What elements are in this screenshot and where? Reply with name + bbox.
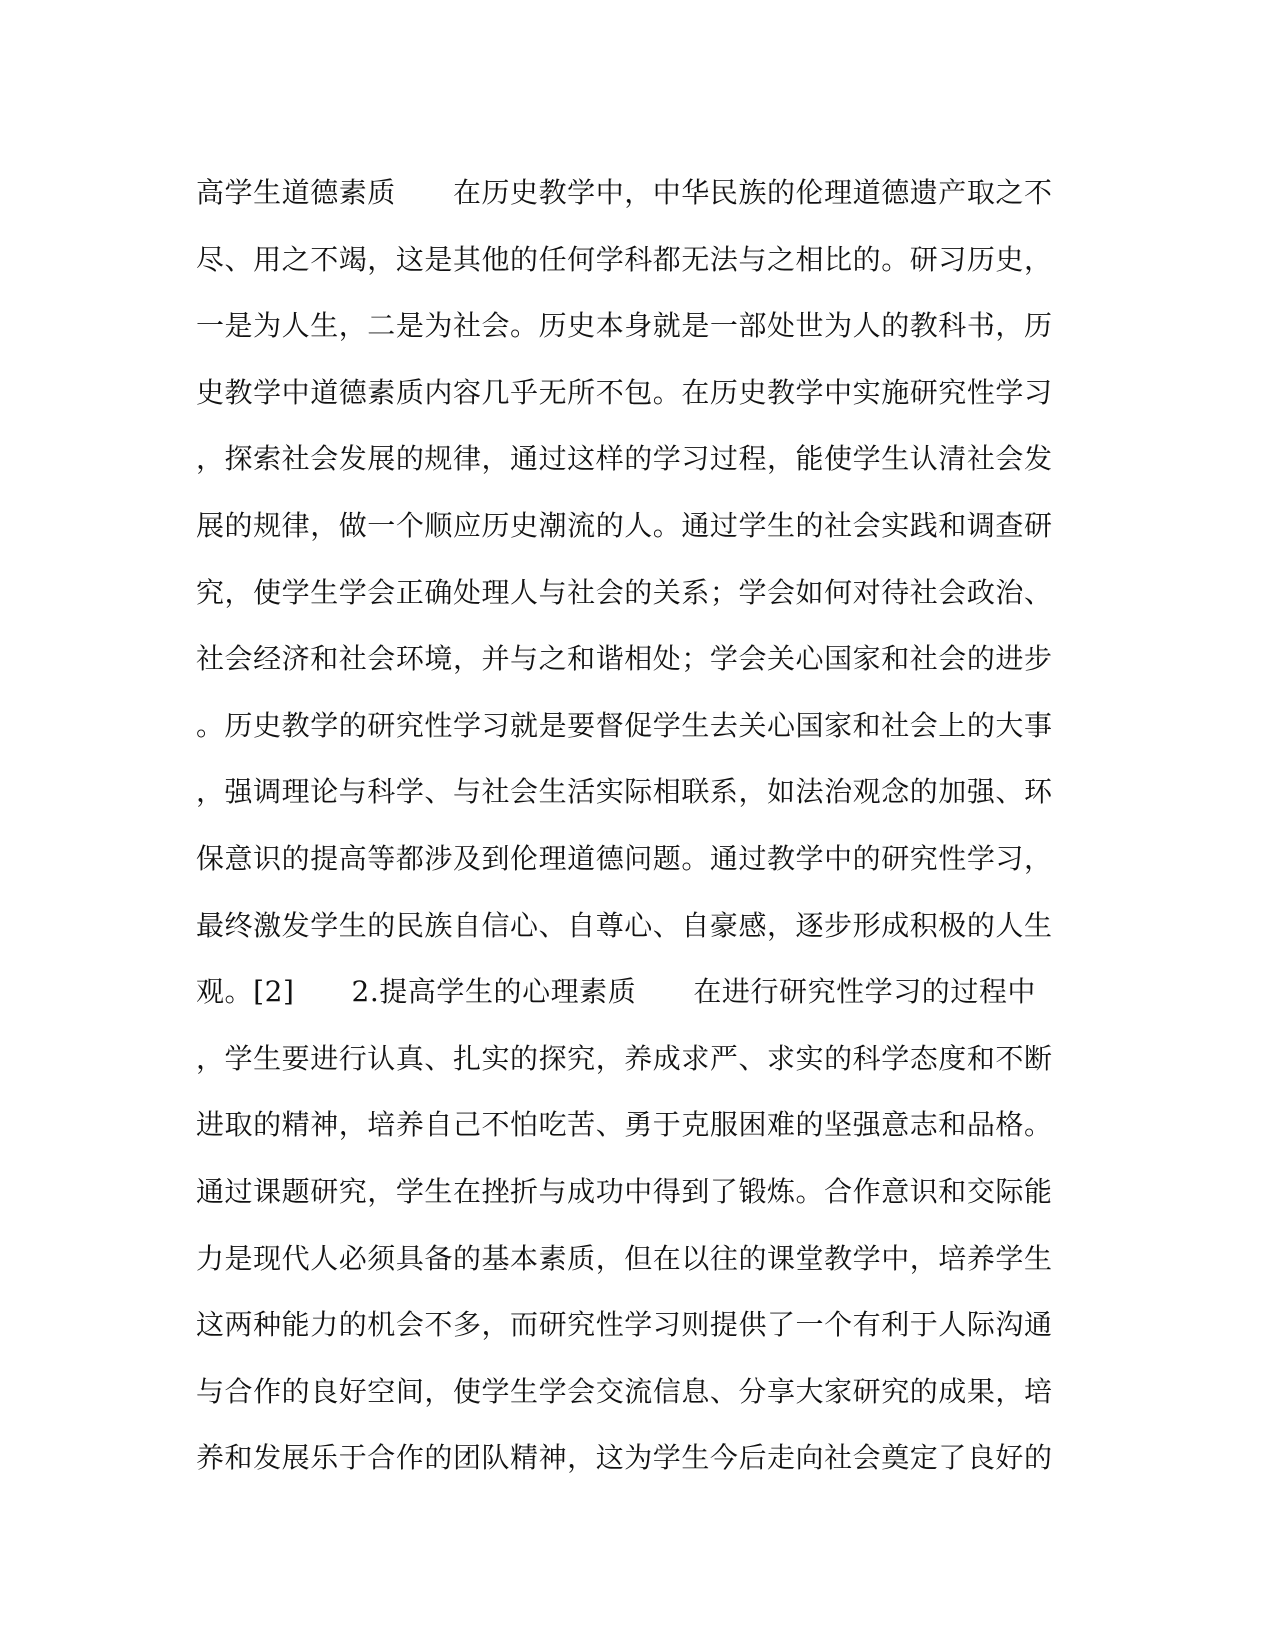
text-line: 养和发展乐于合作的团队精神，这为学生今后走向社会奠定了良好的 <box>196 1441 1053 1475</box>
text-line: 高学生道德素质 在历史教学中，中华民族的伦理道德遗产取之不 <box>196 176 1053 209</box>
text-line: 。历史教学的研究性学习就是要督促学生去关心国家和社会上的大事 <box>196 708 1053 742</box>
text-line: 展的规律，做一个顺应历史潮流的人。通过学生的社会实践和调查研 <box>196 508 1053 542</box>
text-line: ，学生要进行认真、扎实的探究，养成求严、求实的科学态度和不断 <box>196 1041 1053 1075</box>
body-text <box>196 160 1076 1492</box>
text-line: 力是现代人必须具备的基本素质，但在以往的课堂教学中，培养学生 <box>196 1241 1053 1275</box>
text-line: 社会经济和社会环境，并与之和谐相处；学会关心国家和社会的进步 <box>196 642 1053 676</box>
text-line: 一是为人生，二是为社会。历史本身就是一部处世为人的教科书，历 <box>196 309 1053 343</box>
text-line: 尽、用之不竭，这是其他的任何学科都无法与之相比的。研习历史， <box>196 242 1053 276</box>
text-line: 进取的精神，培养自己不怕吃苦、勇于克服困难的坚强意志和品格。 <box>196 1108 1053 1142</box>
text-line: 史教学中道德素质内容几乎无所不包。在历史教学中实施研究性学习 <box>196 375 1053 409</box>
text-line: 通过课题研究，学生在挫折与成功中得到了锻炼。合作意识和交际能 <box>196 1174 1053 1208</box>
text-line: 这两种能力的机会不多，而研究性学习则提供了一个有利于人际沟通 <box>196 1308 1053 1342</box>
text-line: 最终激发学生的民族自信心、自尊心、自豪感，逐步形成积极的人生 <box>196 908 1053 942</box>
text-line: 保意识的提高等都涉及到伦理道德问题。通过教学中的研究性学习， <box>196 841 1053 875</box>
text-line: ，强调理论与科学、与社会生活实际相联系，如法治观念的加强、环 <box>196 775 1053 809</box>
text-line: 与合作的良好空间，使学生学会交流信息、分享大家研究的成果，培 <box>196 1374 1053 1408</box>
text-line: 观。[2] 2.提高学生的心理素质 在进行研究性学习的过程中 <box>196 975 1036 1009</box>
text-line: ，探索社会发展的规律，通过这样的学习过程，能使学生认清社会发 <box>196 442 1053 476</box>
text-line: 究，使学生学会正确处理人与社会的关系；学会如何对待社会政治、 <box>196 575 1053 609</box>
